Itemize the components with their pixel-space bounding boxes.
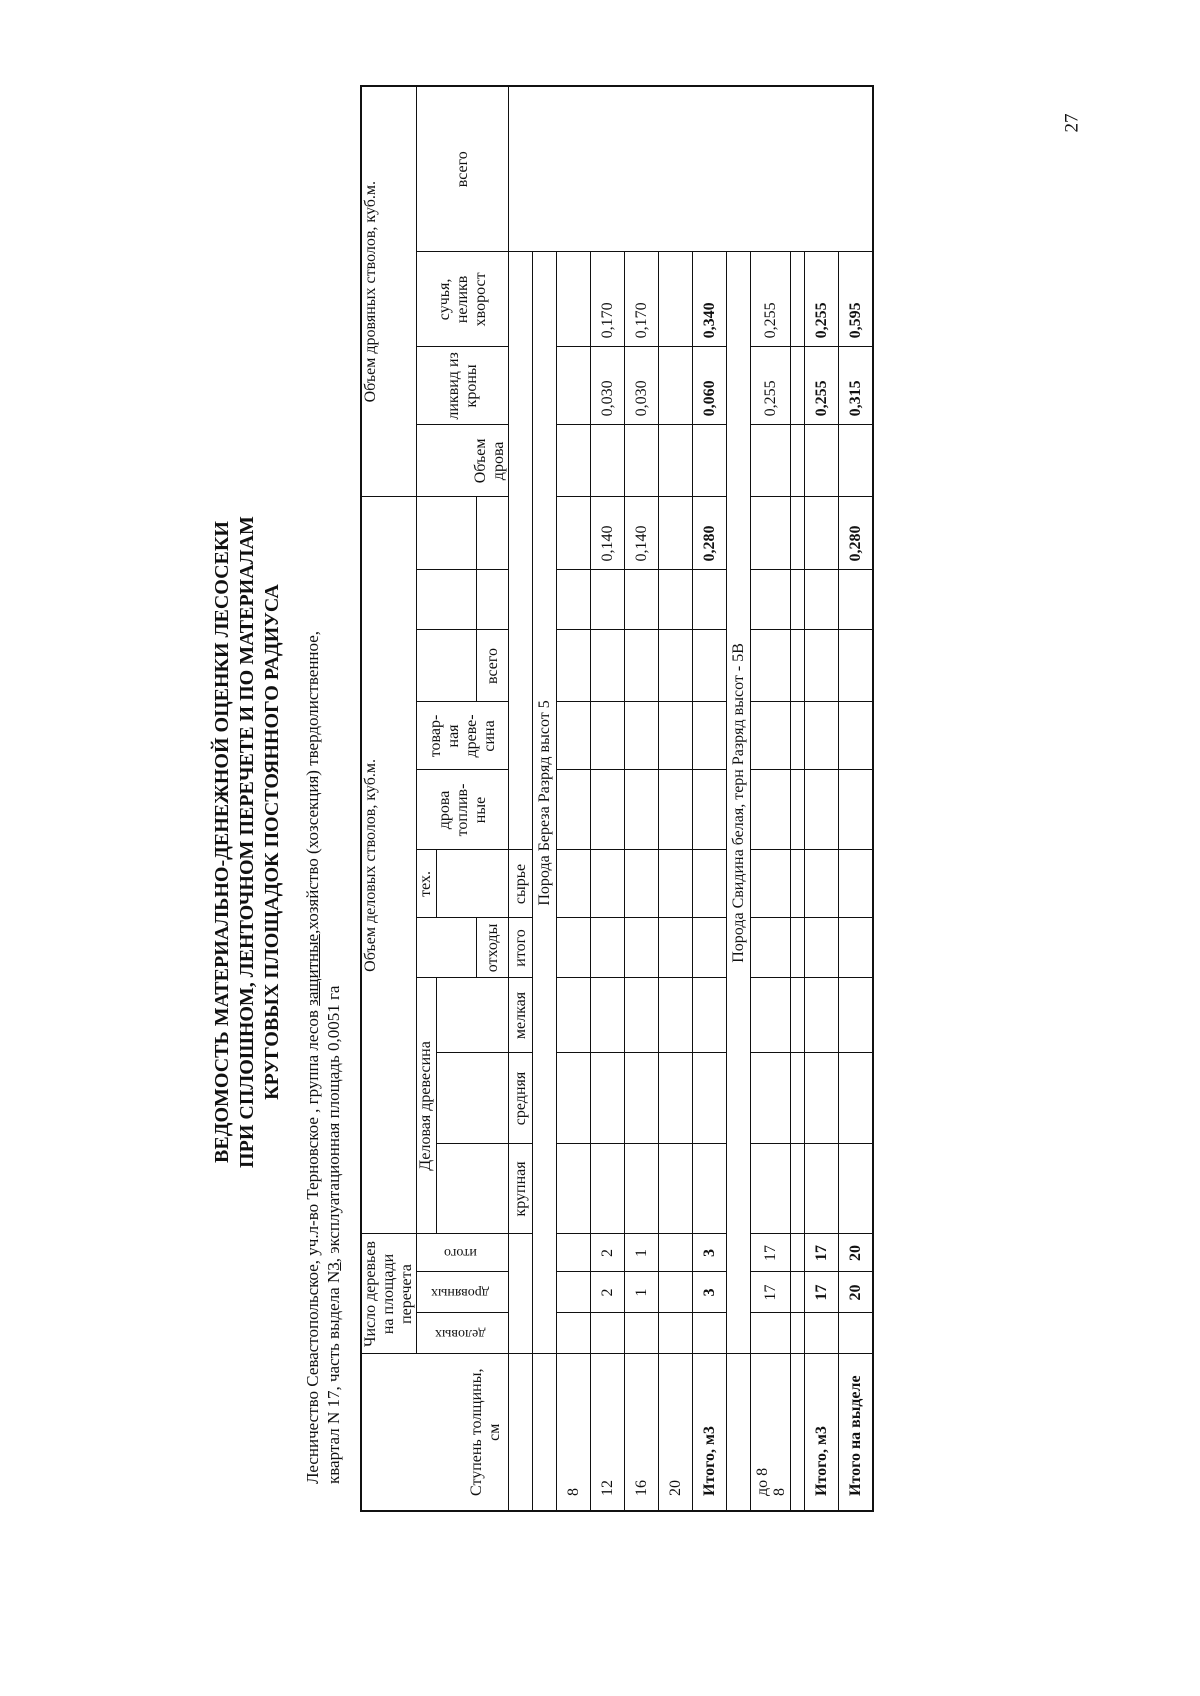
table-row <box>659 86 693 1511</box>
total-suchya: 0,060 <box>693 347 727 425</box>
blank-header <box>417 918 477 978</box>
rotated-document <box>210 92 890 1592</box>
drov-cell <box>659 1272 693 1313</box>
band-blank <box>727 1354 751 1511</box>
blank-k <box>437 1144 509 1234</box>
blank-header-4 <box>417 497 477 570</box>
itogo-header: итого <box>509 918 533 978</box>
count-group-header: Число деревьев на площади перечета <box>361 1234 417 1354</box>
itogo-cell: 2 <box>591 1234 625 1272</box>
stage-cell: 8 <box>557 1354 591 1511</box>
delovye-group-header: Объем деловых стволов, куб.м. <box>361 497 417 1234</box>
header-row-2 <box>417 86 437 1511</box>
blank-header-2 <box>417 630 477 702</box>
drov-cell: 17 <box>751 1272 791 1313</box>
total-vsego: 0,255 <box>805 252 839 347</box>
stage-cell: 12 <box>591 1354 625 1511</box>
suchya-cell <box>557 347 591 425</box>
header-row-1 <box>361 86 417 1511</box>
total-label: Итого, м3 <box>805 1354 839 1511</box>
total-vsego: 0,340 <box>693 252 727 347</box>
title-line-3: КРУГОВЫХ ПЛОЩАДОК ПОСТОЯННОГО РАДИУСА <box>261 584 283 1100</box>
total-label: Итого, м3 <box>693 1354 727 1511</box>
total-obem <box>805 497 839 570</box>
del-cell <box>591 1313 625 1354</box>
obem-cell <box>557 497 591 570</box>
count-sub <box>509 1234 533 1354</box>
del-cell <box>659 1313 693 1354</box>
grand-total-drov: 20 <box>839 1272 874 1313</box>
spacer-row <box>791 86 805 1511</box>
blank-t <box>437 850 509 918</box>
total-drov: 17 <box>805 1272 839 1313</box>
itogo-cell <box>557 1234 591 1272</box>
table-row <box>557 86 591 1511</box>
total-itogo: 17 <box>805 1234 839 1272</box>
vsego-cell <box>557 252 591 347</box>
header-row-5 <box>509 86 533 1511</box>
syrye-header: сырье <box>509 850 533 918</box>
stage-cell: 20 <box>659 1354 693 1511</box>
blank-s <box>437 1053 509 1144</box>
total-obem: 0,280 <box>693 497 727 570</box>
stage-sub <box>509 1354 533 1511</box>
count-delovyh-header: деловых <box>417 1313 509 1354</box>
likvid-header: ликвид из кроны <box>417 347 509 425</box>
drov-cell: 1 <box>625 1272 659 1313</box>
section-band <box>727 86 751 1511</box>
obem-cell: 0,140 <box>591 497 625 570</box>
total-itogo: 3 <box>693 1234 727 1272</box>
grand-total-row <box>839 86 874 1511</box>
obem-cell <box>751 497 791 570</box>
info-line-1: Лесничество Севастопольское, уч.л-во Терновское , группа лесов защитные,хозяйство (хозсекция) твердолиственное, <box>303 630 322 1484</box>
itogo-cell: 17 <box>751 1234 791 1272</box>
section-total-row <box>693 86 727 1511</box>
total-drov: 3 <box>693 1272 727 1313</box>
tovarnaya-header: товар-ная древе-сина <box>417 702 509 770</box>
vsego-header: всего <box>477 630 509 702</box>
obem-drova-header: Объем дрова <box>417 425 509 497</box>
valuation-table <box>360 85 874 1512</box>
delovaya-drevesina-header: Деловая древесина <box>417 978 437 1234</box>
drov-cell: 2 <box>591 1272 625 1313</box>
title-line-1: ВЕДОМОСТЬ МАТЕРИАЛЬНО-ДЕНЕЖНОЙ ОЦЕНКИ ЛЕСОСЕКИ <box>211 521 233 1163</box>
grand-total-vsego: 0,595 <box>839 252 874 347</box>
vsego-cell: 0,255 <box>751 252 791 347</box>
section-band <box>533 86 557 1511</box>
vsego-cell <box>659 252 693 347</box>
krupnaya-header: крупная <box>509 1144 533 1234</box>
title-line-2: ПРИ СПЛОШНОМ, ЛЕНТОЧНОМ ПЕРЕЧЕТЕ И ПО МАТЕРИАЛАМ <box>236 516 258 1168</box>
count-drovyanyh-header: дровяных <box>417 1272 509 1313</box>
rest-sub <box>509 252 533 850</box>
suchya-cell: 0,255 <box>751 347 791 425</box>
drova-toplivnye-header: дрова топлив-ные <box>417 770 509 850</box>
suchya-header: сучья, неликв хворост <box>417 252 509 347</box>
vsego-cell: 0,170 <box>591 252 625 347</box>
stage-cell: до 8 8 <box>751 1354 791 1511</box>
document-info <box>302 631 344 1484</box>
blank-m <box>437 978 509 1053</box>
drovyanye-group-header: Объем дровяных стволов, куб.м. <box>361 86 417 497</box>
itogo-cell <box>659 1234 693 1272</box>
othody-header: отходы <box>477 918 509 978</box>
band-label: Порода Свидина белая, терн Разряд высот - 5В <box>727 252 751 1354</box>
stage-cell: 16 <box>625 1354 659 1511</box>
itogo-cell: 1 <box>625 1234 659 1272</box>
blank-header-3 <box>417 570 477 630</box>
drov-cell <box>557 1272 591 1313</box>
vsego2-header: всего <box>417 86 509 252</box>
band-label: Порода Береза Разряд высот 5 <box>533 252 557 1354</box>
melkaya-header: мелкая <box>509 978 533 1053</box>
total-suchya: 0,255 <box>805 347 839 425</box>
page-number: 27 <box>1061 113 1083 133</box>
table-row <box>625 86 659 1511</box>
info-line-2: квартал N 17, часть выдела N3, эксплуатационная площадь 0,0051 га <box>324 985 343 1484</box>
count-itogo-header: итого <box>417 1234 509 1272</box>
stage-header: Ступень толщины, см <box>361 1354 509 1511</box>
srednyaya-header: средняя <box>509 1053 533 1144</box>
del-cell <box>751 1313 791 1354</box>
suchya-cell: 0,030 <box>591 347 625 425</box>
vsego-cell: 0,170 <box>625 252 659 347</box>
suchya-cell <box>659 347 693 425</box>
blank-x <box>477 570 509 630</box>
teh-header: тех. <box>417 850 437 918</box>
del-cell <box>557 1313 591 1354</box>
table-row <box>751 86 791 1511</box>
band-blank <box>533 1354 557 1511</box>
obem-cell: 0,140 <box>625 497 659 570</box>
grand-total-obem: 0,280 <box>839 497 874 570</box>
suchya-cell: 0,030 <box>625 347 659 425</box>
grand-total-label: Итого на выделе <box>839 1354 874 1511</box>
obem-cell <box>659 497 693 570</box>
section-total-row <box>805 86 839 1511</box>
table-row <box>591 86 625 1511</box>
grand-total-itogo: 20 <box>839 1234 874 1272</box>
del-cell <box>625 1313 659 1354</box>
document-title <box>210 92 285 1592</box>
grand-total-suchya: 0,315 <box>839 347 874 425</box>
